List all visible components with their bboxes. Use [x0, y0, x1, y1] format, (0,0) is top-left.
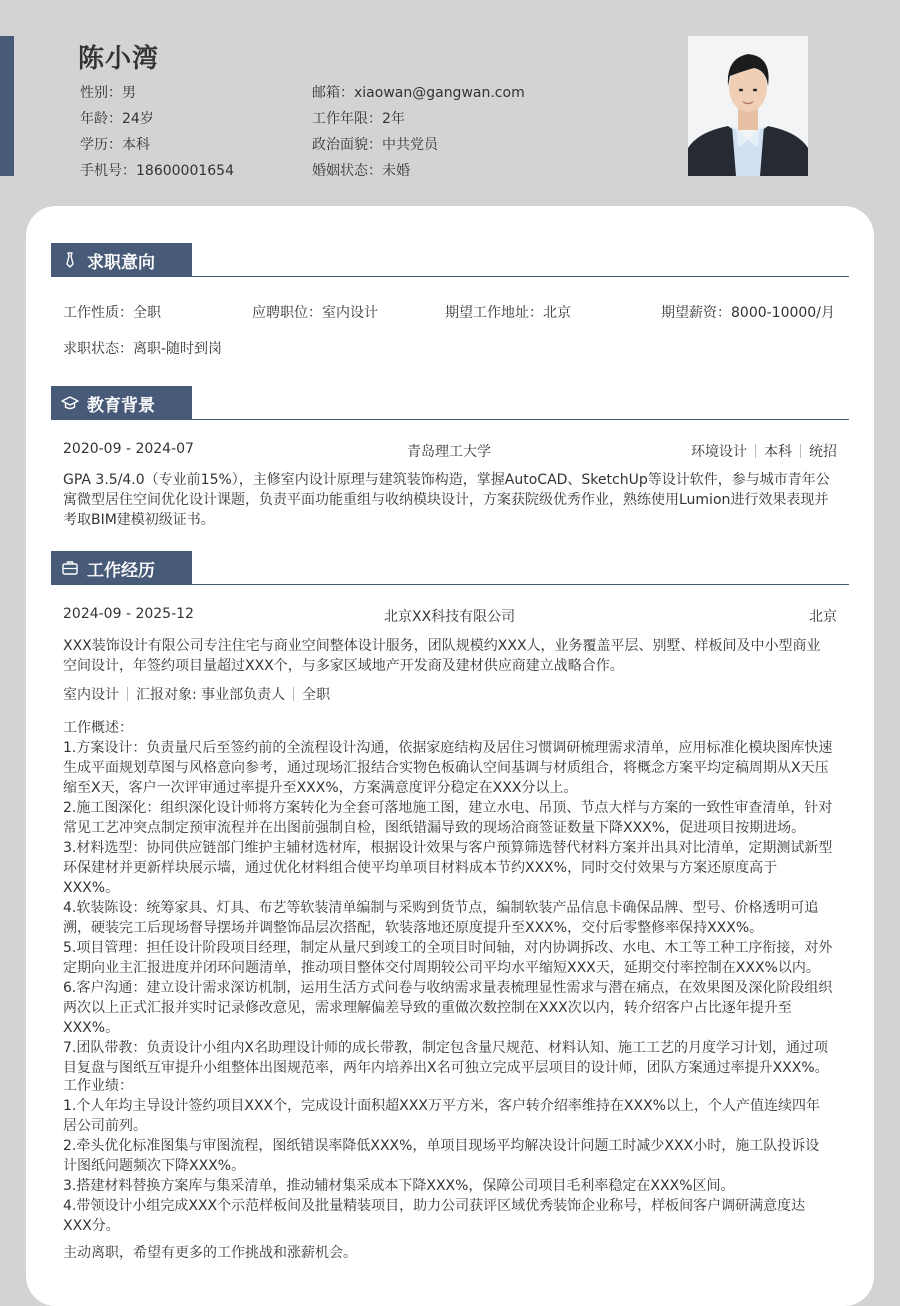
work-role: 室内设计	[63, 687, 119, 703]
accent-bar	[0, 36, 14, 176]
achievement-item: 2.牵头优化标准图集与审图流程，图纸错误率降低XXX%，单项目现场平均解决设计问题工时减少XXX小时，施工队投诉设计图纸问题频次下降XXX%。	[63, 1138, 820, 1174]
education-level-row: 学历：本科	[80, 137, 150, 153]
company-description: XXX装饰设计有限公司专注住宅与商业空间整体设计服务，团队规模约XXX人，业务覆盖平层、别墅、样板间及中小型商业空间设计，年签约项目量超过XXX个，与多家区域地产开发商及建材供应商建立战略合作。	[63, 638, 821, 674]
job-position: 应聘职位：室内设计	[252, 305, 378, 321]
education-tags	[691, 441, 837, 461]
work-city: 北京	[809, 609, 837, 625]
degree: 本科	[764, 444, 792, 460]
job-nature: 工作性质：全职	[63, 305, 161, 321]
enrollment-mode: 统招	[809, 444, 837, 460]
work-achievements	[63, 1076, 833, 1236]
graduation-cap-icon	[61, 394, 79, 412]
leave-reason: 主动离职，希望有更多的工作挑战和涨薪机会。	[63, 1245, 357, 1261]
overview-item: 5.项目管理：担任设计阶段项目经理，制定从量尺到竣工的全项目时间轴，对内协调拆改、水电、木工等工种工序衔接，对外定期向业主汇报进度并闭环问题清单，推动项目整体交付周期较公司平均水平缩短XXX天，延期交付率控制在XXX%以内。	[63, 940, 833, 976]
resume-card	[26, 206, 874, 1306]
work-tags	[63, 684, 330, 704]
briefcase-icon	[61, 559, 79, 577]
job-location: 期望工作地址：北京	[445, 305, 571, 321]
tie-icon	[61, 251, 79, 269]
section-divider	[51, 419, 849, 420]
political-status-row: 政治面貌：中共党员	[312, 137, 438, 153]
section-header-work	[51, 551, 849, 585]
overview-item: 7.团队带教：负责设计小组内X名助理设计师的成长带教，制定包含量尺规范、材料认知、施工工艺的月度学习计划，通过项目复盘与图纸互审提升小组整体出图规范率，两年内培养出X名可独立完成平层项目的设计师，团队方案通过率提升XXX%。	[63, 1040, 829, 1076]
phone-row: 手机号：18600001654	[80, 163, 234, 179]
gender-row: 性别：男	[80, 85, 136, 101]
overview-item: 3.材料选型：协同供应链部门维护主辅材选材库，根据设计效果与客户预算筛选替代材料方案并出具对比清单，定期测试新型环保建材并更新样块展示墙，通过优化材料组合使平均单项目材料成本节约XXX%，同时交付效果与方案还原度高于XXX%。	[63, 840, 833, 896]
work-overview	[63, 718, 833, 1078]
job-status: 求职状态：离职-随时到岗	[63, 341, 223, 357]
section-divider	[51, 584, 849, 585]
age-row: 年龄：24岁	[80, 111, 154, 127]
education-description: GPA 3.5/4.0（专业前15%），主修室内设计原理与建筑装饰构造，掌握AutoCAD、SketchUp等设计软件，参与城市青年公寓微型居住空间优化设计课题，负责平面功能重组与收纳模块设计，方案获院级优秀作业，熟练使用Lumion进行效果表现并考取BIM建模初级证书。	[63, 472, 830, 528]
achievement-item: 3.搭建材料替换方案库与集采清单，推动辅材集采成本下降XXX%，保障公司项目毛利率稳定在XXX%区间。	[63, 1178, 735, 1194]
school-name: 青岛理工大学	[407, 444, 491, 460]
work-years-row: 工作年限：2年	[312, 111, 405, 127]
report-to: 汇报对象: 事业部负责人	[136, 687, 286, 703]
section-title-intent: 求职意向	[87, 252, 155, 273]
marital-status-row: 婚姻状态：未婚	[312, 163, 410, 179]
overview-item: 4.软装陈设：统筹家具、灯具、布艺等软装清单编制与采购到货节点，编制软装产品信息卡确保品牌、型号、价格透明可追溯，硬装完工后现场督导摆场并调整饰品层次搭配，软装落地还原度提升至XXX%，交付后零整修率保持XXX%。	[63, 900, 819, 936]
candidate-name: 陈小湾	[78, 44, 160, 74]
section-title-education: 教育背景	[87, 395, 155, 416]
overview-item: 2.施工图深化：组织深化设计师将方案转化为全套可落地施工图，建立水电、吊顶、节点大样与方案的一致性审查清单，针对常见工艺冲突点制定预审流程并在出图前强制自检，图纸错漏导致的现场洽商签证数量下降XXX%，促进项目按期进场。	[63, 800, 833, 836]
achievements-title: 工作业绩：	[63, 1078, 133, 1094]
major: 环境设计	[691, 444, 747, 460]
overview-title: 工作概述：	[63, 720, 133, 736]
section-header-intent	[51, 243, 849, 277]
company-name: 北京XX科技有限公司	[384, 609, 516, 625]
overview-item: 1.方案设计：负责量尺后至签约前的全流程设计沟通，依据家庭结构及居住习惯调研梳理需求清单，应用标准化模块图库快速生成平面规划草图与风格意向参考，通过现场汇报结合实物色板确认空间基调与材质组合，将概念方案平均定稿周期从X天压缩至X天，客户一次评审通过率提升至XXX%，方案满意度评分稳定在XXX分以上。	[63, 740, 833, 796]
achievement-item: 4.带领设计小组完成XXX个示范样板间及批量精装项目，助力公司获评区域优秀装饰企业称号，样板间客户调研满意度达XXX分。	[63, 1198, 806, 1234]
job-salary: 期望薪资：8000-10000/月	[661, 305, 835, 321]
education-period: 2020-09 - 2024-07	[63, 441, 194, 457]
overview-item: 6.客户沟通：建立设计需求深访机制，运用生活方式问卷与收纳需求量表梳理显性需求与潜在痛点，在效果图及深化阶段组织两次以上正式汇报并实时记录修改意见，需求理解偏差导致的重做次数控制在XXX次以内，转介绍客户占比逐年提升至XXX%。	[63, 980, 833, 1036]
basic-info-right	[312, 80, 525, 184]
profile-photo	[688, 36, 808, 176]
section-title-work: 工作经历	[87, 560, 155, 581]
email-row: 邮箱：xiaowan@gangwan.com	[312, 85, 525, 101]
basic-info-left	[80, 80, 234, 184]
section-divider	[51, 276, 849, 277]
work-type: 全职	[302, 687, 331, 703]
section-header-education	[51, 386, 849, 420]
achievement-item: 1.个人年均主导设计签约项目XXX个，完成设计面积超XXX万平方米，客户转介绍率维持在XXX%以上，个人产值连续四年居公司前列。	[63, 1098, 820, 1134]
work-period: 2024-09 - 2025-12	[63, 606, 194, 622]
